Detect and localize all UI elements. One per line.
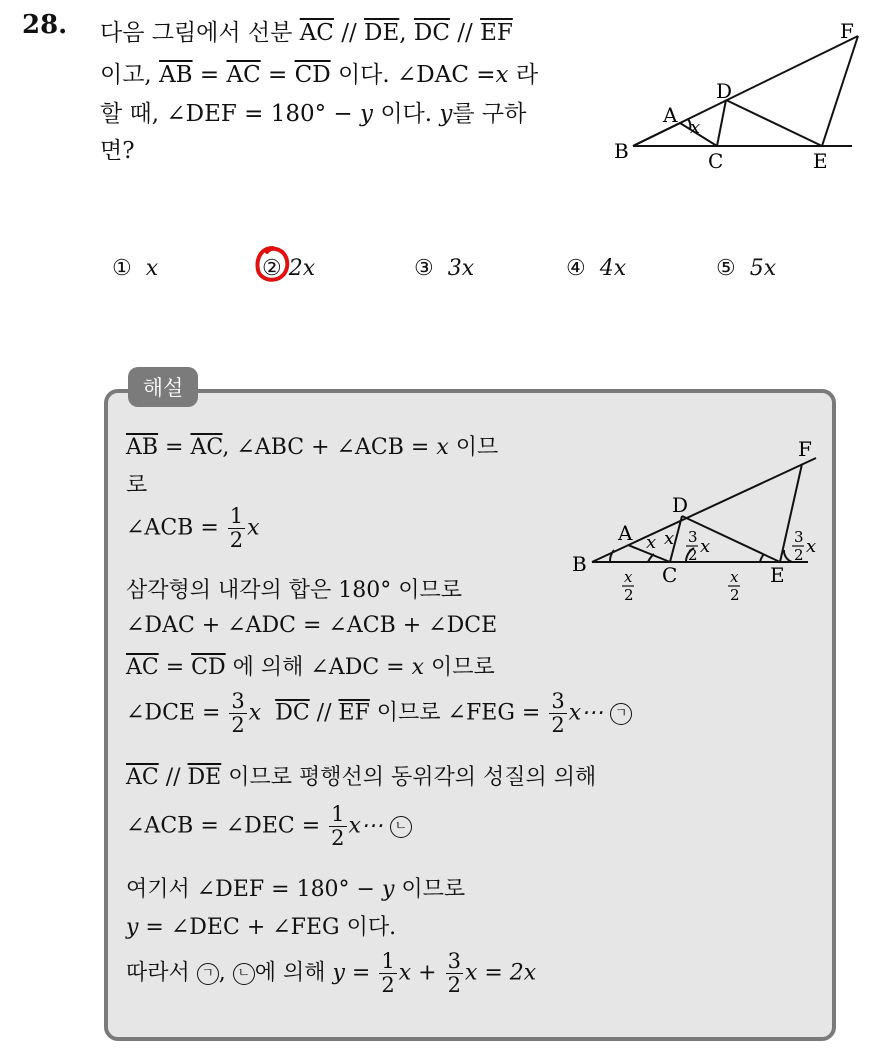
solution-line-2: 로 (126, 473, 148, 498)
segment-de (726, 100, 822, 146)
text: 여기서 ∠DEF = 180° − (126, 877, 382, 902)
var-x: x⋯ (568, 700, 611, 726)
parallel: // (309, 700, 339, 726)
denominator: 2 (231, 713, 245, 738)
segment-ab: $\overline{AB}$ (126, 435, 159, 460)
frac-b-num: x (624, 568, 633, 586)
frac-32a-x: x (700, 536, 711, 557)
solution-line-8 (126, 760, 596, 791)
equals: = (158, 435, 191, 460)
solution-line-10 (126, 872, 465, 903)
figure-triangles (600, 18, 870, 178)
question-line-2 (100, 56, 538, 89)
text: 따라서 (126, 960, 197, 986)
solution-line-1 (126, 430, 498, 461)
label-x: x (690, 117, 701, 138)
parallel: // (158, 765, 188, 790)
expr: x = 2x (464, 960, 537, 986)
text: 다음 그림에서 선분 (100, 20, 300, 46)
label-b: B (572, 552, 587, 576)
equals: = (344, 960, 378, 986)
segment-cd (717, 100, 726, 146)
segment-ab: $\overline{AB}$ (159, 62, 193, 88)
segment-cd: $\overline{CD}$ (191, 655, 226, 680)
text: 이므 (448, 435, 499, 460)
solution-figure (570, 438, 832, 608)
numerator: 3 (447, 949, 461, 973)
text: 이므로 (394, 877, 466, 902)
denominator: 2 (381, 973, 395, 998)
segment-ac: $\overline{AC}$ (126, 655, 159, 680)
solution-tag: 해설 (128, 367, 198, 407)
fraction (446, 950, 463, 997)
question-line-4: 면? (100, 138, 135, 164)
segment-dc: $\overline{DC}$ (413, 20, 450, 46)
circled-nieun: ㄴ (390, 816, 412, 838)
var-x: x (411, 655, 425, 680)
text: ∠DCE = (126, 700, 228, 726)
angle-arc-b (610, 550, 614, 562)
denominator: 2 (331, 826, 345, 851)
denominator: 2 (447, 973, 461, 998)
segment-ac: $\overline{AC}$ (226, 62, 261, 88)
text: 에 의해 ∠ADC = (225, 655, 412, 680)
label-f: F (840, 19, 854, 43)
text: 이므로 ∠FEG = (369, 700, 548, 726)
numerator: 3 (231, 689, 245, 713)
frac-32b-x: x (806, 536, 817, 557)
text: , ∠ABC + ∠ACB = (222, 435, 437, 460)
choice-number: ④ (566, 256, 586, 281)
var-x: x (248, 700, 262, 726)
angle-x-d: x (664, 528, 675, 549)
label-d: D (716, 79, 733, 103)
segment-cd: $\overline{CD}$ (294, 62, 331, 88)
text: 할 때, ∠DEF = 180° − (100, 101, 361, 127)
segment-dc: $\overline{DC}$ (275, 700, 310, 726)
text: 를 구하 (452, 101, 527, 127)
angle-arc-e (760, 554, 764, 562)
parallel: // (449, 20, 481, 46)
fraction (228, 505, 245, 552)
segment-ac: $\overline{AC}$ (126, 765, 159, 790)
frac-32a-num: 3 (688, 528, 698, 546)
choice-value: 3x (447, 256, 475, 281)
text: 이다. (373, 101, 440, 127)
question-number: 28. (22, 10, 68, 40)
circled-giyeok: ㄱ (197, 963, 219, 985)
var-y: y (126, 915, 139, 940)
fraction (379, 950, 396, 997)
solution-line-9 (126, 803, 412, 850)
label-f: F (798, 438, 812, 461)
solution-line-6 (126, 650, 495, 681)
frac-e-num: x (730, 568, 739, 586)
text: ∠ACB = (126, 515, 226, 541)
segment-ac: $\overline{AC}$ (190, 435, 223, 460)
var-y: y (360, 101, 374, 127)
segment-ef: $\overline{EF}$ (338, 700, 370, 726)
comma: , (218, 960, 233, 986)
parallel: // (333, 20, 365, 46)
label-d: D (672, 493, 689, 517)
label-a: A (663, 103, 678, 127)
numerator: 1 (381, 949, 395, 973)
var-x: x (247, 515, 260, 541)
text: ∠ACB = ∠DEC = (126, 813, 328, 839)
question-line-3 (100, 95, 526, 128)
denominator: 2 (551, 713, 565, 738)
solution-line-12 (126, 950, 536, 997)
var-x: x (436, 435, 449, 460)
choice-3[interactable] (414, 256, 474, 281)
numerator: 1 (229, 504, 244, 528)
equals: = (158, 655, 192, 680)
label-c: C (662, 563, 678, 587)
text: = ∠DEC + ∠FEG 이다. (138, 915, 397, 940)
choice-5[interactable] (716, 256, 776, 281)
label-c: C (708, 149, 724, 173)
angle-arc-fe (784, 550, 792, 562)
choice-value: x (145, 256, 159, 281)
segment-de: $\overline{DE}$ (364, 20, 400, 46)
label-b: B (614, 139, 629, 163)
circled-nieun: ㄴ (233, 963, 255, 985)
solution-line-11 (126, 910, 396, 941)
var-y: y (439, 101, 453, 127)
solution-line-5: ∠DAC + ∠ADC = ∠ACB + ∠DCE (126, 613, 498, 638)
numerator: 1 (331, 802, 345, 826)
choice-number: ③ (414, 256, 434, 281)
choice-value: 5x (749, 256, 777, 281)
text: 이다. ∠DAC = (330, 62, 496, 88)
text: 이고, (100, 62, 160, 88)
equals: = (192, 62, 227, 88)
angle-x-a: x (646, 532, 657, 553)
fraction (549, 690, 566, 737)
frac-32b-num: 3 (794, 528, 804, 546)
choice-4[interactable] (566, 256, 626, 281)
frac-e-den: 2 (730, 586, 740, 604)
denominator: 2 (229, 528, 244, 553)
text: 이므로 평행선의 동위각의 성질의 의해 (221, 765, 597, 790)
choice-number: ⑤ (716, 256, 736, 281)
solution-line-3 (126, 505, 260, 552)
segment-ef (822, 36, 858, 146)
label-e: E (770, 563, 785, 587)
fraction (329, 803, 346, 850)
label-a: A (618, 521, 633, 545)
segment-ef: $\overline{EF}$ (480, 20, 513, 46)
frac-b-den: 2 (624, 586, 634, 604)
var-y: y (381, 877, 395, 902)
choice-value: 2x (288, 256, 316, 281)
question-line-1 (100, 14, 513, 47)
expr: x + (398, 960, 444, 986)
numerator: 3 (551, 689, 565, 713)
label-e: E (813, 149, 828, 173)
fraction (229, 690, 246, 737)
circled-giyeok: ㄱ (610, 703, 632, 725)
solution-line-4: 삼각형의 내각의 합은 180° 이므로 (126, 578, 462, 603)
choice-number: ② (262, 256, 282, 281)
text: 라 (508, 62, 539, 88)
choice-1[interactable] (112, 256, 158, 281)
segment-de: $\overline{DE}$ (187, 765, 222, 790)
solution-line-7 (126, 690, 632, 737)
choice-value: 4x (599, 256, 627, 281)
frac-32b-den: 2 (794, 546, 804, 564)
answer-circle-mark (254, 244, 290, 284)
var-y: y (332, 960, 345, 986)
var-x: x (495, 62, 509, 88)
comma: , (399, 20, 414, 46)
segment-ac: $\overline{AC}$ (299, 20, 334, 46)
equals: = (260, 62, 295, 88)
text: 이므로 (424, 655, 495, 680)
choice-number: ① (112, 256, 132, 281)
var-x: x⋯ (348, 813, 390, 839)
text: 에 의해 (254, 960, 333, 986)
frac-32a-den: 2 (688, 546, 698, 564)
